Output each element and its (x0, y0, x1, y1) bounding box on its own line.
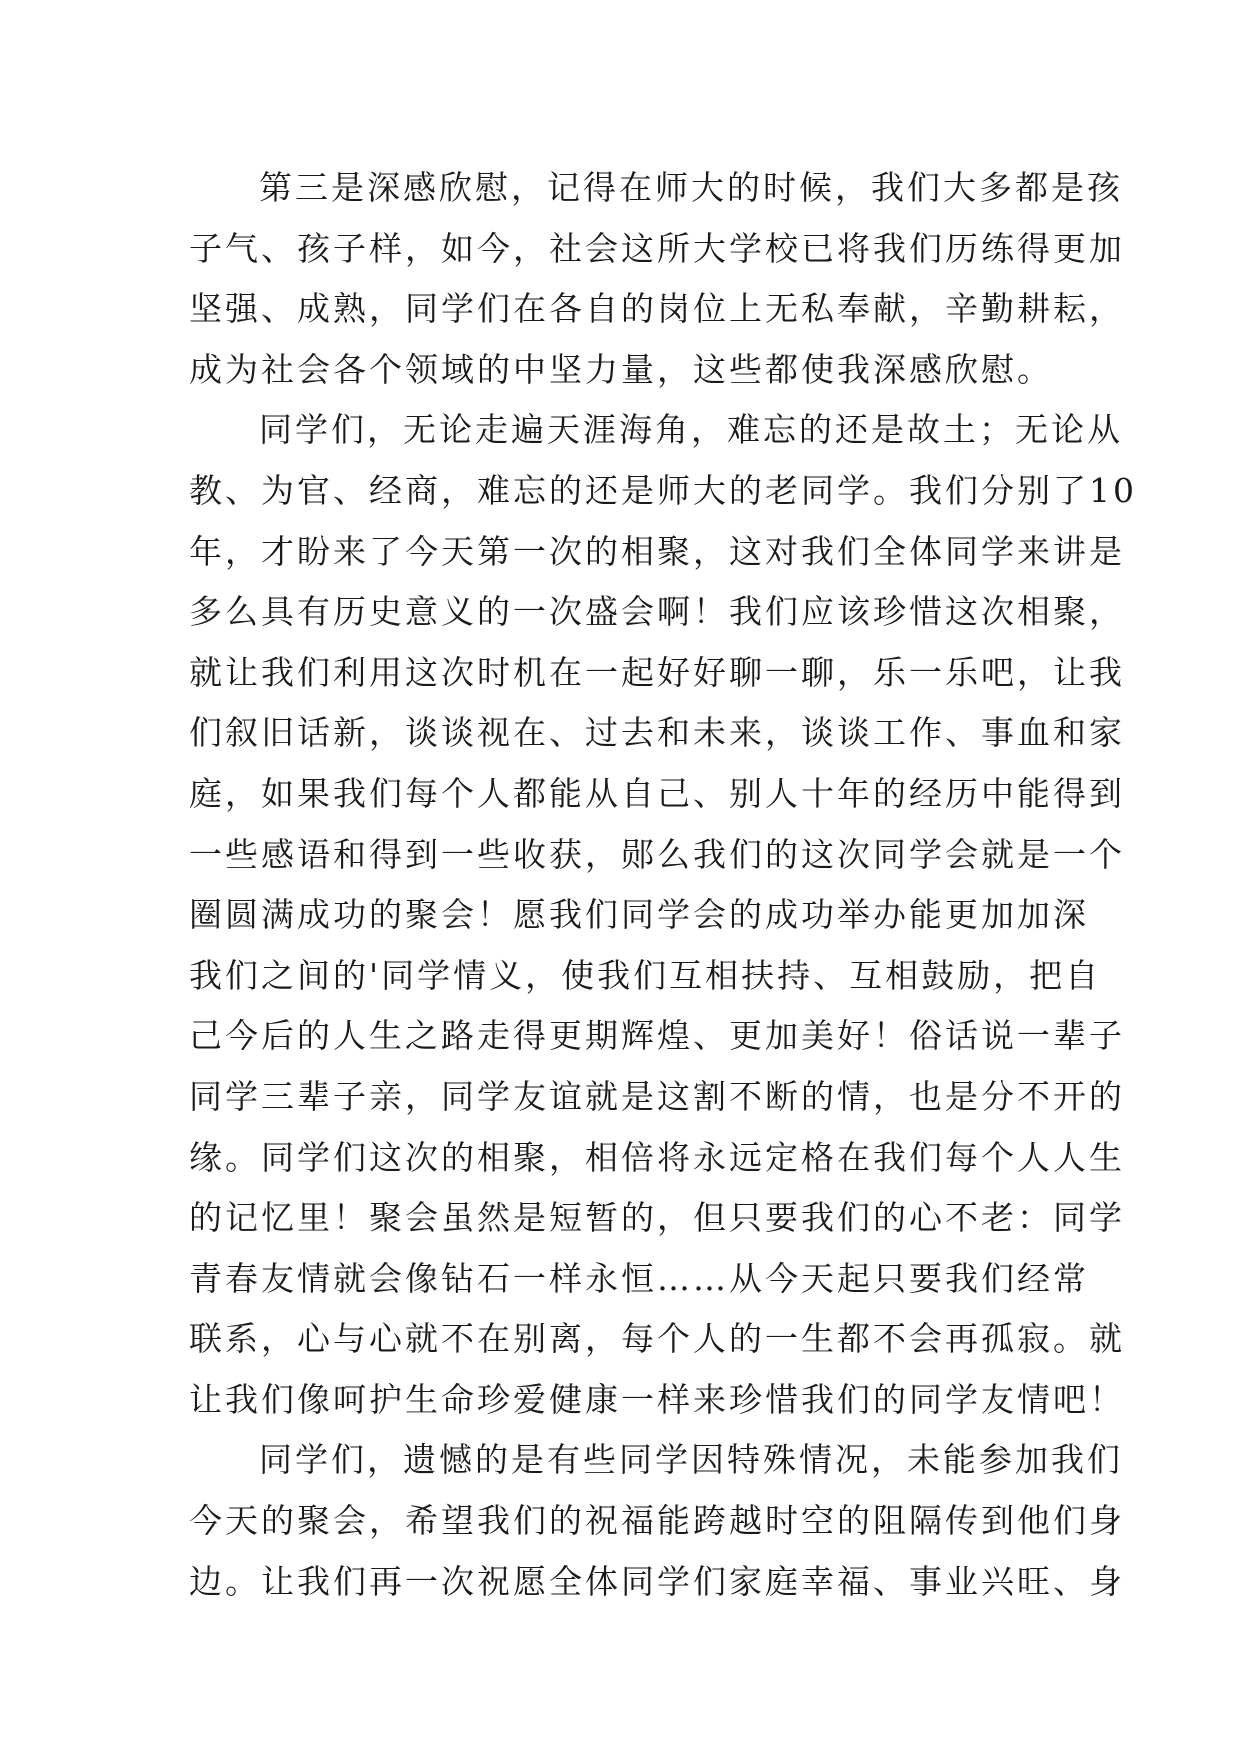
text-line: 年，才盼来了今天第一次的相聚，这对我们全体同学来讲是 (189, 531, 1125, 571)
document-body (189, 158, 1137, 1612)
text-line: 缘。同学们这次的相聚，相倍将永远定格在我们每个人人生 (189, 1137, 1125, 1177)
text-line: 们叙旧话新，谈谈视在、过去和未来，谈谈工作、事血和家 (189, 713, 1125, 753)
text-line: 边。让我们再一次祝愿全体同学们家庭幸福、事业兴旺、身 (189, 1561, 1125, 1601)
paragraph-1 (189, 158, 1125, 400)
text-line: 同学们，遗憾的是有些同学因特殊情况，未能参加我们 (259, 1440, 1123, 1480)
text-line: 同学们，无论走遍天涯海角，难忘的还是故土；无论从 (259, 410, 1123, 450)
text-line: 己今后的人生之路走得更期辉煌、更加美好！俗话说一辈子 (189, 1016, 1125, 1056)
paragraph-2 (189, 400, 1137, 1430)
text-line: 子气、孩子样，如今，社会这所大学校已将我们历练得更加 (189, 228, 1125, 268)
text-line: 让我们像呵护生命珍爱健康一样来珍惜我们的同学友情吧！ (189, 1379, 1125, 1419)
text-line: 成为社会各个领域的中坚力量，这些都使我深感欣慰。 (189, 349, 1053, 389)
text-line: 庭，如果我们每个人都能从自己、别人十年的经历中能得到 (189, 773, 1125, 813)
text-line: 的记忆里！聚会虽然是短暂的，但只要我们的心不老：同学 (189, 1198, 1125, 1238)
paragraph-3 (189, 1430, 1125, 1612)
text-line: 今天的聚会，希望我们的祝福能跨越时空的阻隔传到他们身 (189, 1501, 1125, 1541)
text-line: 我们之间的'同学情义，使我们互相扶持、互相鼓励，把自 (189, 955, 1102, 995)
text-line: 圈圆满成功的聚会！愿我们同学会的成功举办能更加加深 (189, 895, 1089, 935)
text-line: 教、为官、经商，难忘的还是师大的老同学。我们分别了10 (189, 470, 1137, 510)
text-line: 坚强、成熟，同学们在各自的岗位上无私奉献，辛勤耕耘， (189, 289, 1125, 329)
text-line: 一些感语和得到一些收获，郧么我们的这次同学会就是一个 (189, 834, 1125, 874)
text-line: 青春友情就会像钻石一样永恒……从今天起只要我们经常 (189, 1258, 1089, 1298)
text-line: 多么具有历史意义的一次盛会啊！我们应该珍惜这次相聚， (189, 592, 1125, 632)
text-line: 联系，心与心就不在别离，每个人的一生都不会再孤寂。就 (189, 1319, 1125, 1359)
text-line: 就让我们利用这次时机在一起好好聊一聊，乐一乐吧，让我 (189, 652, 1125, 692)
text-line: 第三是深感欣慰，记得在师大的时候，我们大多都是孩 (259, 168, 1123, 207)
text-line: 同学三辈子亲，同学友谊就是这割不断的情，也是分不开的 (189, 1076, 1125, 1116)
